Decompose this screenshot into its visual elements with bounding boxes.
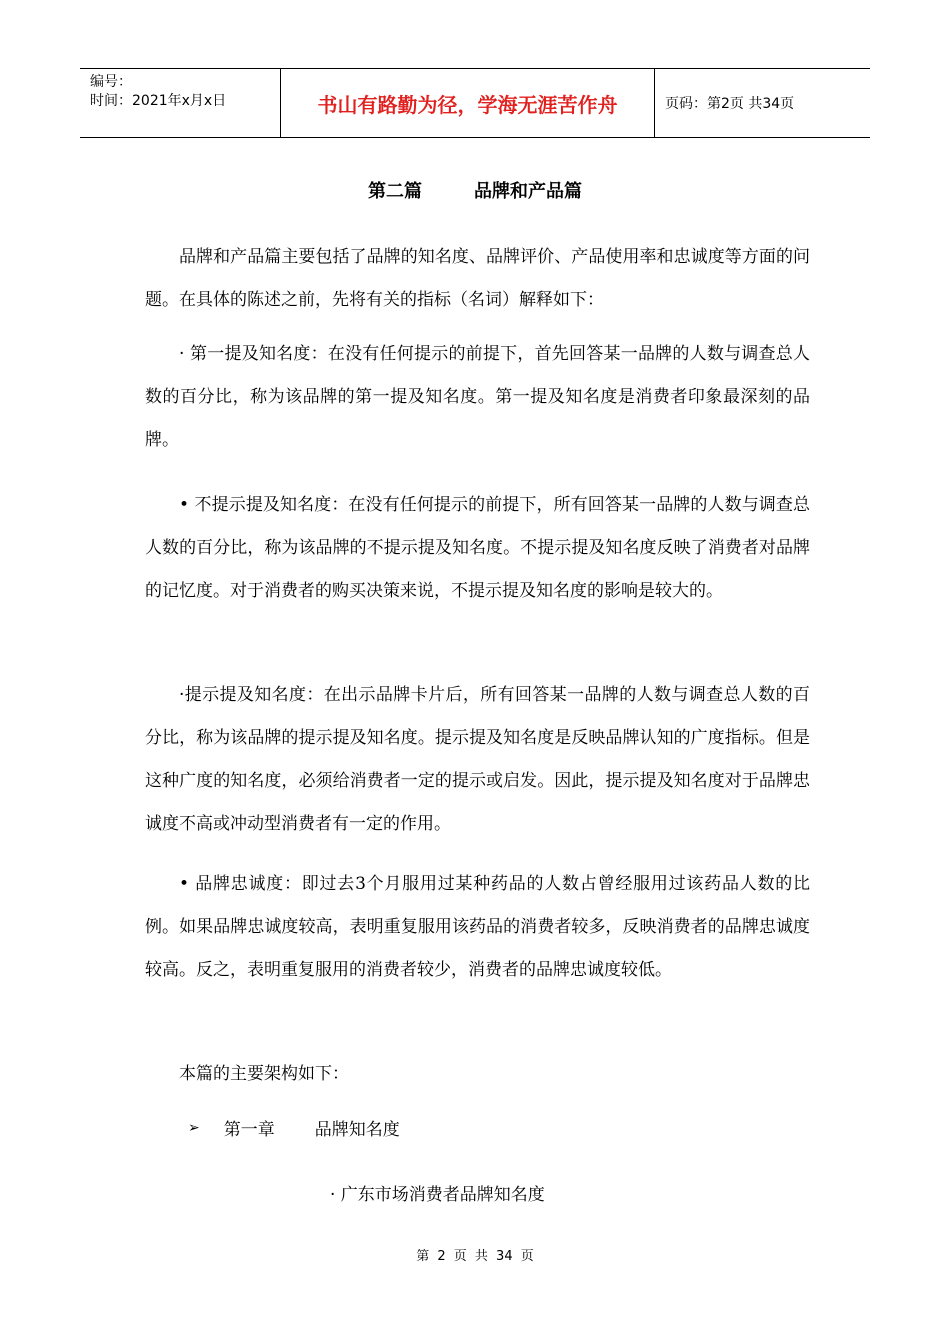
header-meta-cell [80,69,281,137]
definition-first-mention: · 第一提及知名度：在没有任何提示的前提下，首先回答某一品牌的人数与调查总人数的百分比，称为该品牌的第一提及知名度。第一提及知名度是消费者印象最深刻的品牌。 [145,344,810,450]
definition-aided-awareness: ·提示提及知名度：在出示品牌卡片后，所有回答某一品牌的人数与调查总人数的百分比，称为该品牌的提示提及知名度。提示提及知名度是反映品牌认知的广度指标。但是这种广度的知名度，必须给消费者一定的提示或启发。因此，提示提及知名度对于品牌忠诚度不高或冲动型消费者有一定的作用。 [145,685,810,834]
motto: 书山有路勤为径，学海无涯苦作舟 [281,69,655,137]
definition-brand-loyalty: • 品牌忠诚度：即过去3个月服用过某种药品的人数占曾经服用过该药品人数的比例。如果品牌忠诚度较高，表明重复服用该药品的消费者较多，反映消费者的品牌忠诚度较高。反之，表明重复服用的消费者较少，消费者的品牌忠诚度较低。 [145,874,810,980]
page-info: 页码：第2页 共34页 [665,96,795,112]
number-label: 编号： [90,74,132,90]
part-name: 品牌和产品篇 [474,181,582,202]
definition-unaided-awareness: • 不提示提及知名度：在没有任何提示的前提下，所有回答某一品牌的人数与调查总人数的百分比，称为该品牌的不提示提及知名度。不提示提及知名度反映了消费者对品牌的记忆度。对于消费者的购买决策来说，不提示提及知名度的影响是较大的。 [145,495,810,601]
chapter-number: 第一章 [223,1120,275,1140]
page-footer: 第 2 页 共 34 页 [416,1249,534,1264]
intro-paragraph: 品牌和产品篇主要包括了品牌的知名度、品牌评价、产品使用率和忠诚度等方面的问题。在具体的陈述之前，先将有关的指标（名词）解释如下： [145,247,810,310]
outline-sub-item: · 广东市场消费者品牌知名度 [330,1185,545,1205]
page-title [0,177,950,203]
chapter-name: 品牌知名度 [314,1120,400,1140]
structure-intro: 本篇的主要架构如下： [179,1064,349,1084]
arrowhead-bullet-icon: ➢ [188,1119,200,1136]
date-line: 时间：2021年x月x日 [90,93,227,109]
part-number: 第二篇 [368,181,422,202]
outline-chapter [188,1115,400,1140]
header-table [80,68,870,138]
